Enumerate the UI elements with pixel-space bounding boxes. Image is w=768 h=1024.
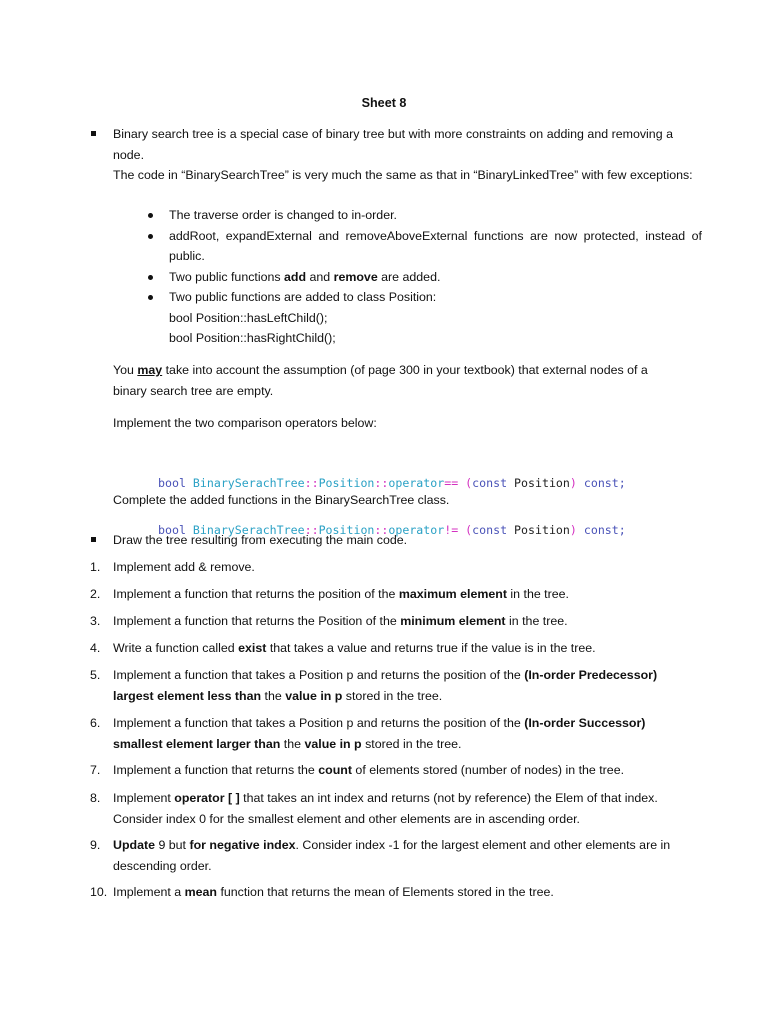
code-token: operator — [388, 476, 445, 490]
code-token: :: — [304, 476, 319, 490]
has-left-child-signature: bool Position::hasLeftChild(); — [169, 310, 328, 325]
bold-phrase: Update — [113, 838, 155, 852]
task-item — [90, 584, 702, 605]
code-token: BinarySerachTree — [192, 476, 305, 490]
bold-phrase: (In-order Successor) smallest element larger than — [113, 716, 646, 751]
code-token: BinarySerachTree — [192, 522, 305, 537]
code-token: const — [472, 476, 508, 490]
task-item — [90, 611, 702, 632]
task-item — [90, 760, 702, 781]
bold-phrase: value in p — [285, 688, 343, 703]
task-text — [113, 584, 702, 605]
code-token: ( — [458, 476, 473, 490]
list-item-text: addRoot, expandExternal and removeAboveExternal functions are now protected, instead of public. — [169, 228, 702, 263]
task-text-segment: Implement a function that takes a Position p and returns the position of the — [113, 668, 525, 682]
task-text-segment: the — [261, 688, 286, 703]
task-text — [113, 788, 688, 829]
task-item — [90, 665, 702, 706]
code-token: :: — [304, 522, 319, 537]
task-item — [90, 557, 702, 578]
bold-phrase: maximum element — [398, 587, 507, 601]
bold-phrase: for negative index — [189, 838, 296, 852]
intro-bullet — [90, 124, 702, 186]
task-text-segment: in the tree. — [505, 614, 568, 628]
draw-tree-text: Draw the tree resulting from executing the main code. — [113, 533, 408, 547]
task-number: 7. — [90, 763, 101, 777]
task-text-segment: Write a function called — [113, 641, 239, 655]
task-text — [113, 835, 688, 876]
list-item — [146, 287, 702, 349]
task-text-segment: that takes an int index and returns (not by reference) the Elem of that index. Consider index 0 for the smallest element and other elements are in ascending order. — [113, 791, 658, 826]
bold-phrase: value in p — [304, 736, 362, 751]
code-token: == — [444, 476, 459, 490]
sheet-title-text: Sheet 8 — [361, 96, 407, 110]
bold-phrase: (In-order Predecessor) largest element less than — [113, 668, 658, 703]
task-text-segment: Implement — [113, 791, 175, 805]
draw-tree-bullet — [90, 530, 702, 551]
assumption-paragraph — [113, 360, 669, 401]
task-text — [113, 665, 673, 706]
intro-line-1: Binary search tree is a special case of binary tree but with more constraints on adding and removing a node. — [113, 127, 673, 162]
task-number: 2. — [90, 587, 101, 601]
task-text-segment: Implement a function that returns the — [113, 763, 319, 777]
task-text-segment: 9 but — [155, 838, 190, 852]
code-token: bool — [158, 476, 186, 490]
intro-line-2: The code in “BinarySearchTree” is very much the same as that in “BinaryLinkedTree” with few exceptions: — [113, 168, 693, 182]
exceptions-list — [146, 205, 702, 349]
task-number: 5. — [90, 668, 101, 682]
code-token: :: — [374, 476, 389, 490]
bold-phrase: count — [318, 763, 352, 777]
task-text-segment: the — [280, 736, 305, 751]
list-item-text: The traverse order is changed to in-order. — [169, 208, 397, 222]
implement-ops-text: Implement the two comparison operators below: — [113, 416, 377, 430]
bold-phrase: mean — [184, 885, 217, 899]
list-item — [146, 267, 702, 288]
task-number: 3. — [90, 614, 101, 628]
task-text — [113, 638, 702, 659]
task-text — [113, 557, 702, 578]
code-token: Position — [318, 476, 375, 490]
bold-phrase: minimum element — [400, 614, 506, 628]
task-text-segment: that takes a value and returns true if the value is in the tree. — [266, 641, 596, 655]
code-token: Position — [507, 476, 570, 490]
code-token: ( — [458, 522, 473, 537]
task-text — [113, 882, 702, 903]
list-item-text: Two public functions are added to class Position: — [169, 290, 437, 304]
task-text-segment: function that returns the mean of Elements stored in the tree. — [217, 885, 554, 899]
has-right-child-signature: bool Position::hasRightChild(); — [169, 331, 336, 345]
task-text-segment: Implement add & remove. — [113, 560, 255, 574]
code-token: :: — [374, 522, 389, 537]
task-number: 8. — [90, 791, 101, 805]
task-text-segment: stored in the tree. — [361, 736, 462, 751]
task-text — [113, 713, 673, 754]
task-number: 10. — [90, 885, 108, 899]
task-number: 9. — [90, 838, 101, 852]
task-number: 4. — [90, 641, 101, 655]
task-text-segment: in the tree. — [506, 587, 569, 601]
list-item-text: Two public functions — [169, 269, 285, 284]
task-item — [90, 713, 702, 754]
task-text-segment: of elements stored (number of nodes) in the tree. — [351, 763, 625, 777]
code-token: Position — [318, 522, 375, 537]
code-token: const; — [576, 476, 626, 490]
task-text-segment: stored in the tree. — [342, 688, 443, 703]
bold-phrase: exist — [238, 641, 267, 655]
may-emphasis: may — [137, 363, 163, 377]
task-text-segment: Implement a — [113, 885, 185, 899]
task-text — [113, 611, 702, 632]
code-token: Position — [507, 522, 570, 537]
assumption-text: You — [113, 363, 138, 377]
task-number: 6. — [90, 716, 101, 730]
sheet-title — [0, 93, 768, 114]
code-token: const — [472, 522, 508, 537]
code-token: ) — [569, 522, 577, 537]
list-item-text: and — [306, 269, 334, 284]
task-text-segment: . Consider index -1 for the largest element and other elements are in descending order. — [113, 838, 671, 873]
remove-keyword: remove — [333, 269, 378, 284]
code-token: const; — [576, 522, 626, 537]
code-token: operator — [388, 522, 445, 537]
task-text-segment: Implement a function that returns the position of the — [113, 587, 399, 601]
task-text — [113, 760, 702, 781]
list-item — [146, 226, 702, 267]
task-text-segment: Implement a function that returns the Position of the — [113, 614, 401, 628]
task-item — [90, 638, 702, 659]
code-token: ) — [569, 476, 577, 490]
add-keyword: add — [284, 269, 307, 284]
task-number: 1. — [90, 560, 101, 574]
list-item-text: are added. — [377, 269, 441, 284]
task-item — [90, 835, 702, 876]
task-item — [90, 882, 702, 903]
assumption-text: take into account the assumption (of page 300 in your textbook) that external nodes of a binary search tree are empty. — [113, 363, 648, 398]
complete-added-text: Complete the added functions in the BinarySearchTree class. — [113, 493, 450, 507]
list-item — [146, 205, 702, 226]
code-token: bool — [158, 522, 186, 537]
code-token: != — [444, 522, 459, 537]
bold-phrase: operator [ ] — [174, 791, 240, 805]
task-text-segment: Implement a function that takes a Position p and returns the position of the — [113, 716, 525, 730]
task-item — [90, 788, 702, 829]
